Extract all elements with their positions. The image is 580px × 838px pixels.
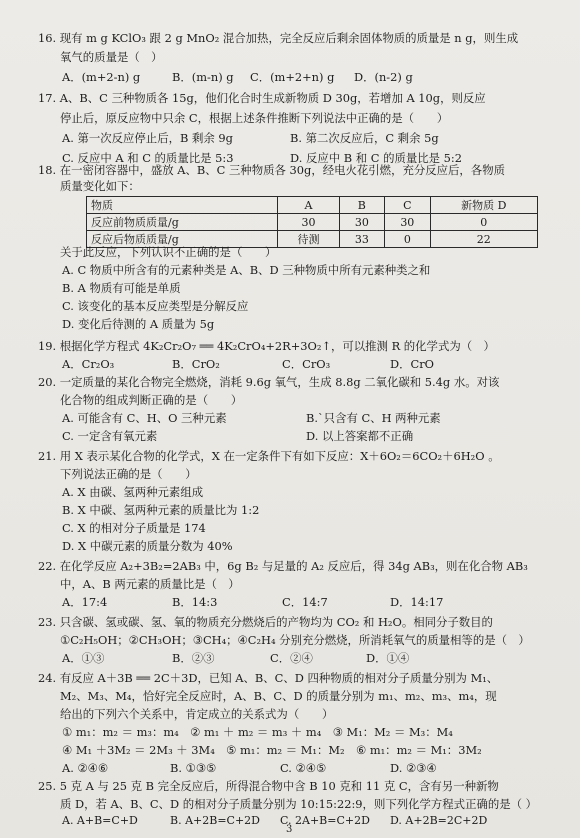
q23-line2: ①C₂H₅OH；②CH₃OH；③CH₄；④C₂H₄ 分别充分燃烧，所消耗氧气的质量相等的是（ ） [60, 633, 530, 647]
q18-line2: 质量变化如下： [60, 179, 140, 193]
q20-option-b: B.`只含有 C、H 两种元素 [306, 411, 441, 425]
table-cell: 反应后物质质量/g [87, 231, 278, 248]
q23-option-d: D．①④ [366, 651, 410, 665]
q19-line1: 19. 根据化学方程式 4K₂Cr₂O₇ ══ 4K₂CrO₄+2R+3O₂↑，可以推测 R 的化学式为（ ） [38, 339, 495, 353]
q24-line3: 给出的下列六个关系中，肯定成立的关系式为（ ） [60, 707, 334, 721]
q24-option-d: D. ②③④ [390, 761, 437, 775]
q16-option-a: A．(m+2-n) g [62, 70, 141, 84]
q17-line2: 停止后，原反应物中只余 C，根据上述条件推断下列说法中正确的是（ ） [60, 111, 449, 125]
table-header-cell: C [385, 197, 430, 214]
table-cell: 0 [385, 231, 430, 248]
q18-mass-table [86, 196, 538, 248]
q20-line1: 20. 一定质量的某化合物完全燃烧，消耗 9.6g 氧气，生成 8.8g 二氧化碳和 5.4g 水。对该 [38, 375, 500, 389]
q24-line1: 24. 有反应 A＋3B ══ 2C＋3D，已知 A、B、C、D 四种物质的相对分子质量分别为 M₁、 [38, 671, 499, 685]
table-cell: 待测 [278, 231, 339, 248]
q25-option-b: B. A+2B=C+2D [170, 814, 260, 827]
q21-line2: 下列说法正确的是（ ） [60, 467, 197, 481]
q20-option-d: D. 以上答案都不正确 [306, 429, 414, 443]
q17-line1: 17. A、B、C 三种物质各 15g，他们化合时生成新物质 D 30g，若增加 A 10g，则反应 [38, 91, 486, 105]
table-header-row [87, 197, 538, 214]
q18-option-c: C. 该变化的基本反应类型是分解反应 [62, 299, 249, 313]
q18-line1: 18. 在一密闭容器中，盛放 A、B、C 三种物质各 30g，经电火花引燃，充分反应后，各物质 [38, 163, 505, 177]
table-cell: 30 [278, 214, 339, 231]
q18-option-b: B. A 物质有可能是单质 [62, 281, 181, 295]
table-header-cell: 物质 [87, 197, 278, 214]
q24-line5: ④ M₁ ＋3M₂ ＝ 2M₃ ＋ 3M₄ ⑤ m₁：m₂ ＝ M₁：M₂ ⑥ m₁：m₂ ＝ M₁：3M₂ [62, 743, 482, 757]
q16-option-c: C．(m+2+n) g [250, 70, 335, 84]
q24-option-c: C. ②④⑤ [280, 761, 327, 775]
q22-option-b: B．14:3 [172, 595, 218, 609]
q23-option-a: A．①③ [62, 651, 105, 665]
q23-line1: 23. 只含碳、氢或碳、氢、氧的物质充分燃烧后的产物均为 CO₂ 和 H₂O。相同分子数目的 [38, 615, 493, 629]
q16-line1: 16. 现有 m g KClO₃ 跟 2 g MnO₂ 混合加热，完全反应后剩余固体物质的质量是 n g，则生成 [38, 31, 519, 45]
q20-option-a: A. 可能含有 C、H、O 三种元素 [62, 411, 227, 425]
q18-stem: 关于此反应，下列认识不正确的是（ ） [60, 245, 277, 259]
table-cell: 30 [339, 214, 384, 231]
q22-option-d: D．14:17 [390, 595, 444, 609]
table-header-cell: 新物质 D [430, 197, 537, 214]
q25-option-d: D. A+2B=2C+2D [390, 814, 488, 827]
table-cell: 30 [385, 214, 430, 231]
q17-option-a: A. 第一次反应停止后，B 剩余 9g [62, 131, 233, 145]
q21-option-b: B. X 中碳、氢两种元素的质量比为 1:2 [62, 503, 260, 517]
q19-option-d: D．CrO [390, 357, 435, 371]
q19-option-a: A．Cr₂O₃ [62, 357, 115, 371]
table-header-cell: B [339, 197, 384, 214]
q22-option-a: A．17:4 [62, 595, 108, 609]
q24-option-a: A. ②④⑥ [62, 761, 109, 775]
q18-option-d: D. 变化后待测的 A 质量为 5g [62, 317, 215, 331]
q25-line2: 质 D，若 A、B、C、D 的相对分子质量分别为 10:15:22:9，则下列化学方程式正确的是（ ） [60, 797, 538, 811]
q23-option-c: C．②④ [270, 651, 313, 665]
table-header-cell: A [278, 197, 339, 214]
q21-line1: 21. 用 X 表示某化合物的化学式，X 在一定条件下有如下反应：X＋6O₂＝6CO₂＋6H₂O 。 [38, 449, 500, 463]
q19-option-b: B．CrO₂ [172, 357, 220, 371]
q17-option-c: C. 反应中 A 和 C 的质量比是 5:3 [62, 151, 234, 165]
q20-line2: 化合物的组成判断正确的是（ ） [60, 393, 243, 407]
q24-line2: M₂、M₃、M₄，恰好完全反应时，A、B、C、D 的质量分别为 m₁、m₂、m₃、m₄，现 [60, 689, 497, 703]
table-cell: 22 [430, 231, 537, 248]
q16-option-b: B．(m-n) g [172, 70, 234, 84]
q17-option-b: B. 第二次反应后，C 剩余 5g [290, 131, 439, 145]
q25-option-c: C. 2A+B=C+2D [280, 814, 370, 827]
q24-line4: ① m₁：m₂ ＝ m₃：m₄ ② m₁ ＋ m₂ ＝ m₃ ＋ m₄ ③ M₁：M₂ ＝ M₃：M₄ [62, 725, 453, 739]
q17-option-d: D. 反应中 B 和 C 的质量比是 5:2 [290, 151, 463, 165]
q16-option-d: D．(n-2) g [354, 70, 413, 84]
q25-option-a: A. A+B=C+D [62, 814, 138, 827]
q22-option-c: C．14:7 [282, 595, 328, 609]
q16-line2: 氧气的质量是（ ） [60, 50, 163, 64]
q21-option-d: D. X 中碳元素的质量分数为 40% [62, 539, 233, 553]
q23-option-b: B．②③ [172, 651, 215, 665]
q24-option-b: B. ①③⑤ [170, 761, 217, 775]
q22-line1: 22. 在化学反应 A₂+3B₂=2AB₃ 中，6g B₂ 与足量的 A₂ 反应后，得 34g AB₃，则在化合物 AB₃ [38, 559, 528, 573]
page-number: 3 [286, 824, 293, 835]
q20-option-c: C. 一定含有氧元素 [62, 429, 158, 443]
table-cell: 反应前物质质量/g [87, 214, 278, 231]
q21-option-a: A. X 由碳、氢两种元素组成 [62, 485, 204, 499]
table-cell: 33 [339, 231, 384, 248]
q21-option-c: C. X 的相对分子质量是 174 [62, 521, 206, 535]
table-row [87, 214, 538, 231]
q22-line2: 中，A、B 两元素的质量比是（ ） [60, 577, 240, 591]
q18-option-a: A. C 物质中所含有的元素种类是 A、B、D 三种物质中所有元素种类之和 [62, 263, 431, 277]
q19-option-c: C．CrO₃ [282, 357, 331, 371]
table-cell: 0 [430, 214, 537, 231]
q25-line1: 25. 5 克 A 与 25 克 B 完全反应后，所得混合物中含 B 10 克和 11 克 C，含有另一种新物 [38, 779, 499, 793]
